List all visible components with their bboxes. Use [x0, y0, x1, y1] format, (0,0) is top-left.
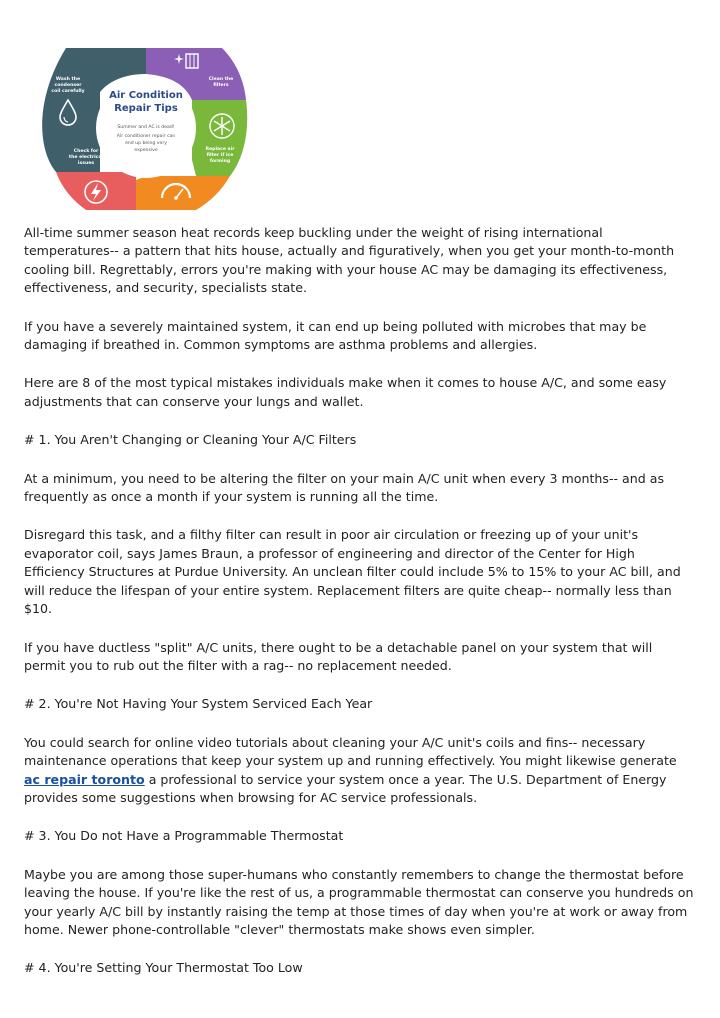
tip-replace-line3: forming: [209, 159, 231, 164]
paragraph-text-before-link: You could search for online video tutorials about cleaning your A/C unit's coils and fins-- necessary maintenance operations that keep your system up and running effectively. You might likewise generate: [24, 734, 677, 769]
article-paragraph: Here are 8 of the most typical mistakes individuals make when it comes to house A/C, and some easy adjustments that can conserve your lungs and wallet.: [24, 375, 667, 409]
infographic-title-line2: Repair Tips: [114, 103, 178, 114]
paragraph-text-after-link: a professional to service your system once a year. The U.S. Department of Energy provides some suggestions when browsing for AC service professionals.: [24, 771, 667, 805]
tip-clean-line1: Clean the: [208, 77, 234, 82]
tip-check-line3: issues: [77, 161, 95, 166]
tip-replace-line2: filter if ice: [206, 153, 234, 158]
article-body: [24, 224, 696, 998]
tip-wash-line2: condenser: [54, 83, 82, 88]
section-heading-4: # 4. You're Setting Your Thermostat Too Low: [24, 960, 303, 976]
article-paragraph: If you have a severely maintained system, it can end up being polluted with microbes that may be damaging if breathed in. Common symptoms are asthma problems and allergies.: [24, 318, 647, 353]
section-heading-3: # 3. You Do not Have a Programmable Thermostat: [24, 828, 344, 844]
article-paragraph: Maybe you are among those super-humans who constantly remembers to change the thermostat before leaving the house. If you're like the rest of us, a programmable thermostat can conserve you hundreds on your yearly A/C bill by instantly raising the temp at those times of day when you're at work or away from home. Newer phone-controllable "clever" thermostats make shows even simpler.: [24, 866, 694, 937]
tip-check-line2: the electrical: [68, 155, 104, 160]
tip-wash-line1: Wash the: [55, 77, 81, 82]
article-paragraph: All-time summer season heat records keep buckling under the weight of rising international temperatures-- a pattern that hits house, actually and figuratively, when you get your month-to-month cooling bill. Regrettably, errors you're making with your house AC may be damaging its effectiveness, effectiveness, and security, specialists state.: [24, 225, 675, 296]
infographic-subtitle-line4: expensive: [134, 148, 158, 153]
infographic-title-line1: Air Condition: [109, 90, 183, 101]
tip-replace-line1: Replace air: [205, 147, 235, 152]
article-paragraph-with-link: [24, 734, 696, 808]
article-paragraph: If you have ductless "split" A/C units, there ought to be a detachable panel on your system that will permit you to rub out the filter with a rag-- no replacement needed.: [24, 639, 653, 673]
article-paragraph: Disregard this task, and a filthy filter can result in poor air circulation or freezing up of your unit's evaporator coil, says James Braun, a professor of engineering and director of the Center for High Efficiency Structures at Purdue University. An unclean filter could include 5% to 15% to your AC bill, and will reduce the lifespan of your entire system. Replacement filters are quite cheap-- normally less than $10.: [24, 527, 681, 617]
tip-wash-line3: coil carefully: [51, 89, 85, 94]
tip-clean-line2: filters: [213, 83, 229, 88]
ac-repair-tips-infographic: [26, 40, 266, 210]
infographic-subtitle-line3: end up being very: [125, 141, 167, 146]
article-paragraph: At a minimum, you need to be altering the filter on your main A/C unit when every 3 months-- and as frequently as once a month if your system is running all the time.: [24, 470, 665, 505]
segment-orange: [136, 176, 230, 210]
infographic-subtitle-line1: Summer and AC is dead!: [117, 125, 175, 130]
section-heading-1: # 1. You Aren't Changing or Cleaning Your A/C Filters: [24, 432, 357, 448]
section-heading-2: # 2. You're Not Having Your System Serviced Each Year: [24, 696, 373, 712]
tip-check-line1: Check for: [73, 149, 99, 154]
infographic-subtitle-line2: Air conditioner repair can: [116, 134, 176, 139]
ac-repair-toronto-link[interactable]: ac repair toronto: [24, 771, 145, 787]
